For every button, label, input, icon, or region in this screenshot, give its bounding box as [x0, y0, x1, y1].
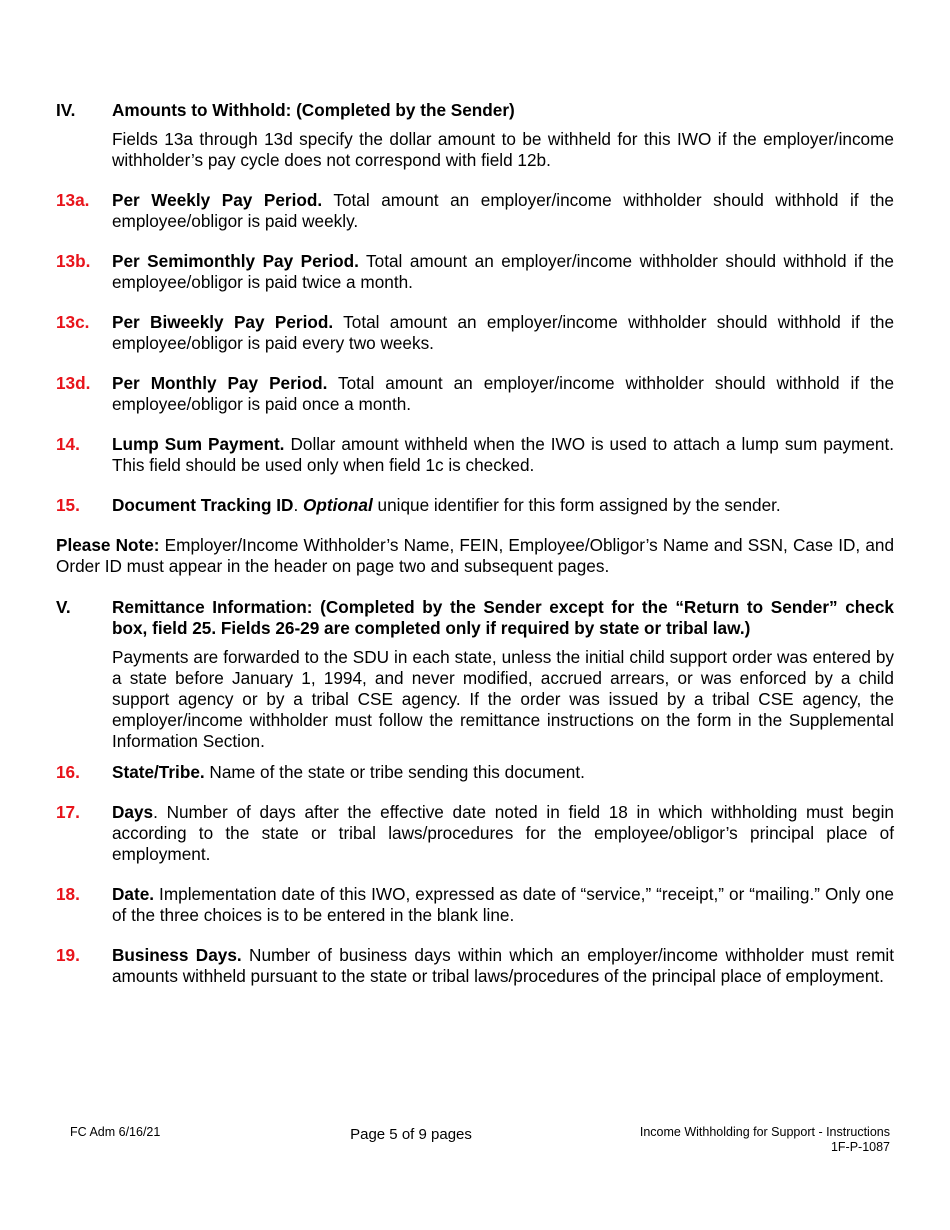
field-description: Total amount an employer/income withholder should withhold if the employee/obligor is paid weekly.: [112, 190, 894, 231]
footer-form-date: FC Adm 6/16/21: [70, 1125, 161, 1139]
field-title: Days: [112, 802, 154, 822]
field-description: unique identifier for this form assigned by the sender.: [372, 495, 781, 515]
field-title: Lump Sum Payment.: [112, 434, 285, 454]
field-number: 18.: [56, 884, 80, 904]
field-description: Dollar amount withheld when the IWO is used to attach a lump sum payment. This field should be used only when field 1c is checked.: [112, 434, 894, 475]
field-title: Per Weekly Pay Period.: [112, 190, 323, 210]
field-title: Per Biweekly Pay Period.: [112, 312, 334, 332]
field-item-13a: [56, 190, 894, 232]
section-iv-heading: [56, 100, 894, 121]
section-v-heading: [56, 597, 894, 639]
field-title: Per Semimonthly Pay Period.: [112, 251, 359, 271]
please-note: [56, 535, 894, 577]
field-description: Total amount an employer/income withholder should withhold if the employee/obligor is paid once a month.: [112, 373, 894, 414]
footer-form-title: [640, 1125, 890, 1155]
section-v-intro: [56, 647, 894, 752]
section-number: V.: [56, 597, 71, 617]
field-number: 13b.: [56, 251, 91, 271]
section-title: Remittance Information: (Completed by the Sender except for the “Return to Sender” check box, field 25. Fields 26-29 are completed only if required by state or tribal law.): [112, 597, 894, 638]
section-number: IV.: [56, 100, 76, 120]
field-number: 14.: [56, 434, 80, 454]
field-title: Business Days.: [112, 945, 242, 965]
field-number: 13c.: [56, 312, 90, 332]
field-number: 17.: [56, 802, 80, 822]
footer-form-code: 1F-P-1087: [830, 1140, 890, 1154]
section-title: Amounts to Withhold: (Completed by the Sender): [112, 100, 515, 120]
field-item-19: [56, 945, 894, 987]
field-number: 13d.: [56, 373, 91, 393]
field-item-15: 15. Document Tracking ID. Optional unique identifier for this form assigned by the sender.: [56, 495, 781, 515]
field-item-16: [56, 762, 894, 783]
field-item-14: [56, 434, 894, 476]
section-intro-text: Payments are forwarded to the SDU in each state, unless the initial child support order was entered by a state before January 1, 1994, and never modified, accrued arrears, or was enforced by a child support agency or by a tribal CSE agency. If the order was issued by a tribal CSE agency, the employer/income withholder must follow the remittance instructions on the form in the Supplemental Information Section.: [112, 647, 894, 751]
footer-title-line: Income Withholding for Support - Instructions: [639, 1125, 890, 1139]
section-iv-intro: [56, 129, 894, 171]
footer-page-number: Page 5 of 9 pages: [350, 1126, 472, 1143]
field-number: 13a.: [56, 190, 90, 210]
field-item-13c: [56, 312, 894, 354]
field-item-17: [56, 802, 894, 865]
field-description: Total amount an employer/income withholder should withhold if the employee/obligor is paid twice a month.: [112, 251, 894, 292]
note-label: Please Note:: [56, 535, 160, 555]
field-description: Name of the state or tribe sending this document.: [204, 762, 585, 782]
field-number: 15.: [56, 495, 80, 515]
note-text: Employer/Income Withholder’s Name, FEIN, Employee/Obligor’s Name and SSN, Case ID, and Order ID must appear in the header on page two and subsequent pages.: [56, 535, 895, 576]
section-intro-text: Fields 13a through 13d specify the dollar amount to be withheld for this IWO if the employer/income withholder’s pay cycle does not correspond with field 12b.: [112, 129, 894, 170]
field-number: 16.: [56, 762, 80, 782]
field-description: . Number of days after the effective date noted in field 18 in which withholding must begin according to the state or tribal laws/procedures for the employee/obligor’s principal place of employment.: [112, 802, 894, 864]
field-title: Document Tracking ID: [112, 495, 294, 515]
field-description: Implementation date of this IWO, expressed as date of “service,” “receipt,” or “mailing.” Only one of the three choices is to be entered in the blank line.: [112, 884, 894, 925]
field-title: Per Monthly Pay Period.: [112, 373, 328, 393]
field-description: Total amount an employer/income withholder should withhold if the employee/obligor is paid every two weeks.: [112, 312, 895, 353]
field-item-13b: [56, 251, 894, 293]
field-number: 19.: [56, 945, 80, 965]
field-item-18: [56, 884, 894, 926]
field-title: Date.: [112, 884, 155, 904]
field-title: State/Tribe.: [112, 762, 205, 782]
optional-label: Optional: [303, 495, 373, 515]
field-description: Number of business days within which an employer/income withholder must remit amounts withheld pursuant to the state or tribal laws/procedures of the principal place of employment.: [112, 945, 894, 986]
document-page: [56, 100, 894, 987]
field-item-13d: [56, 373, 894, 415]
